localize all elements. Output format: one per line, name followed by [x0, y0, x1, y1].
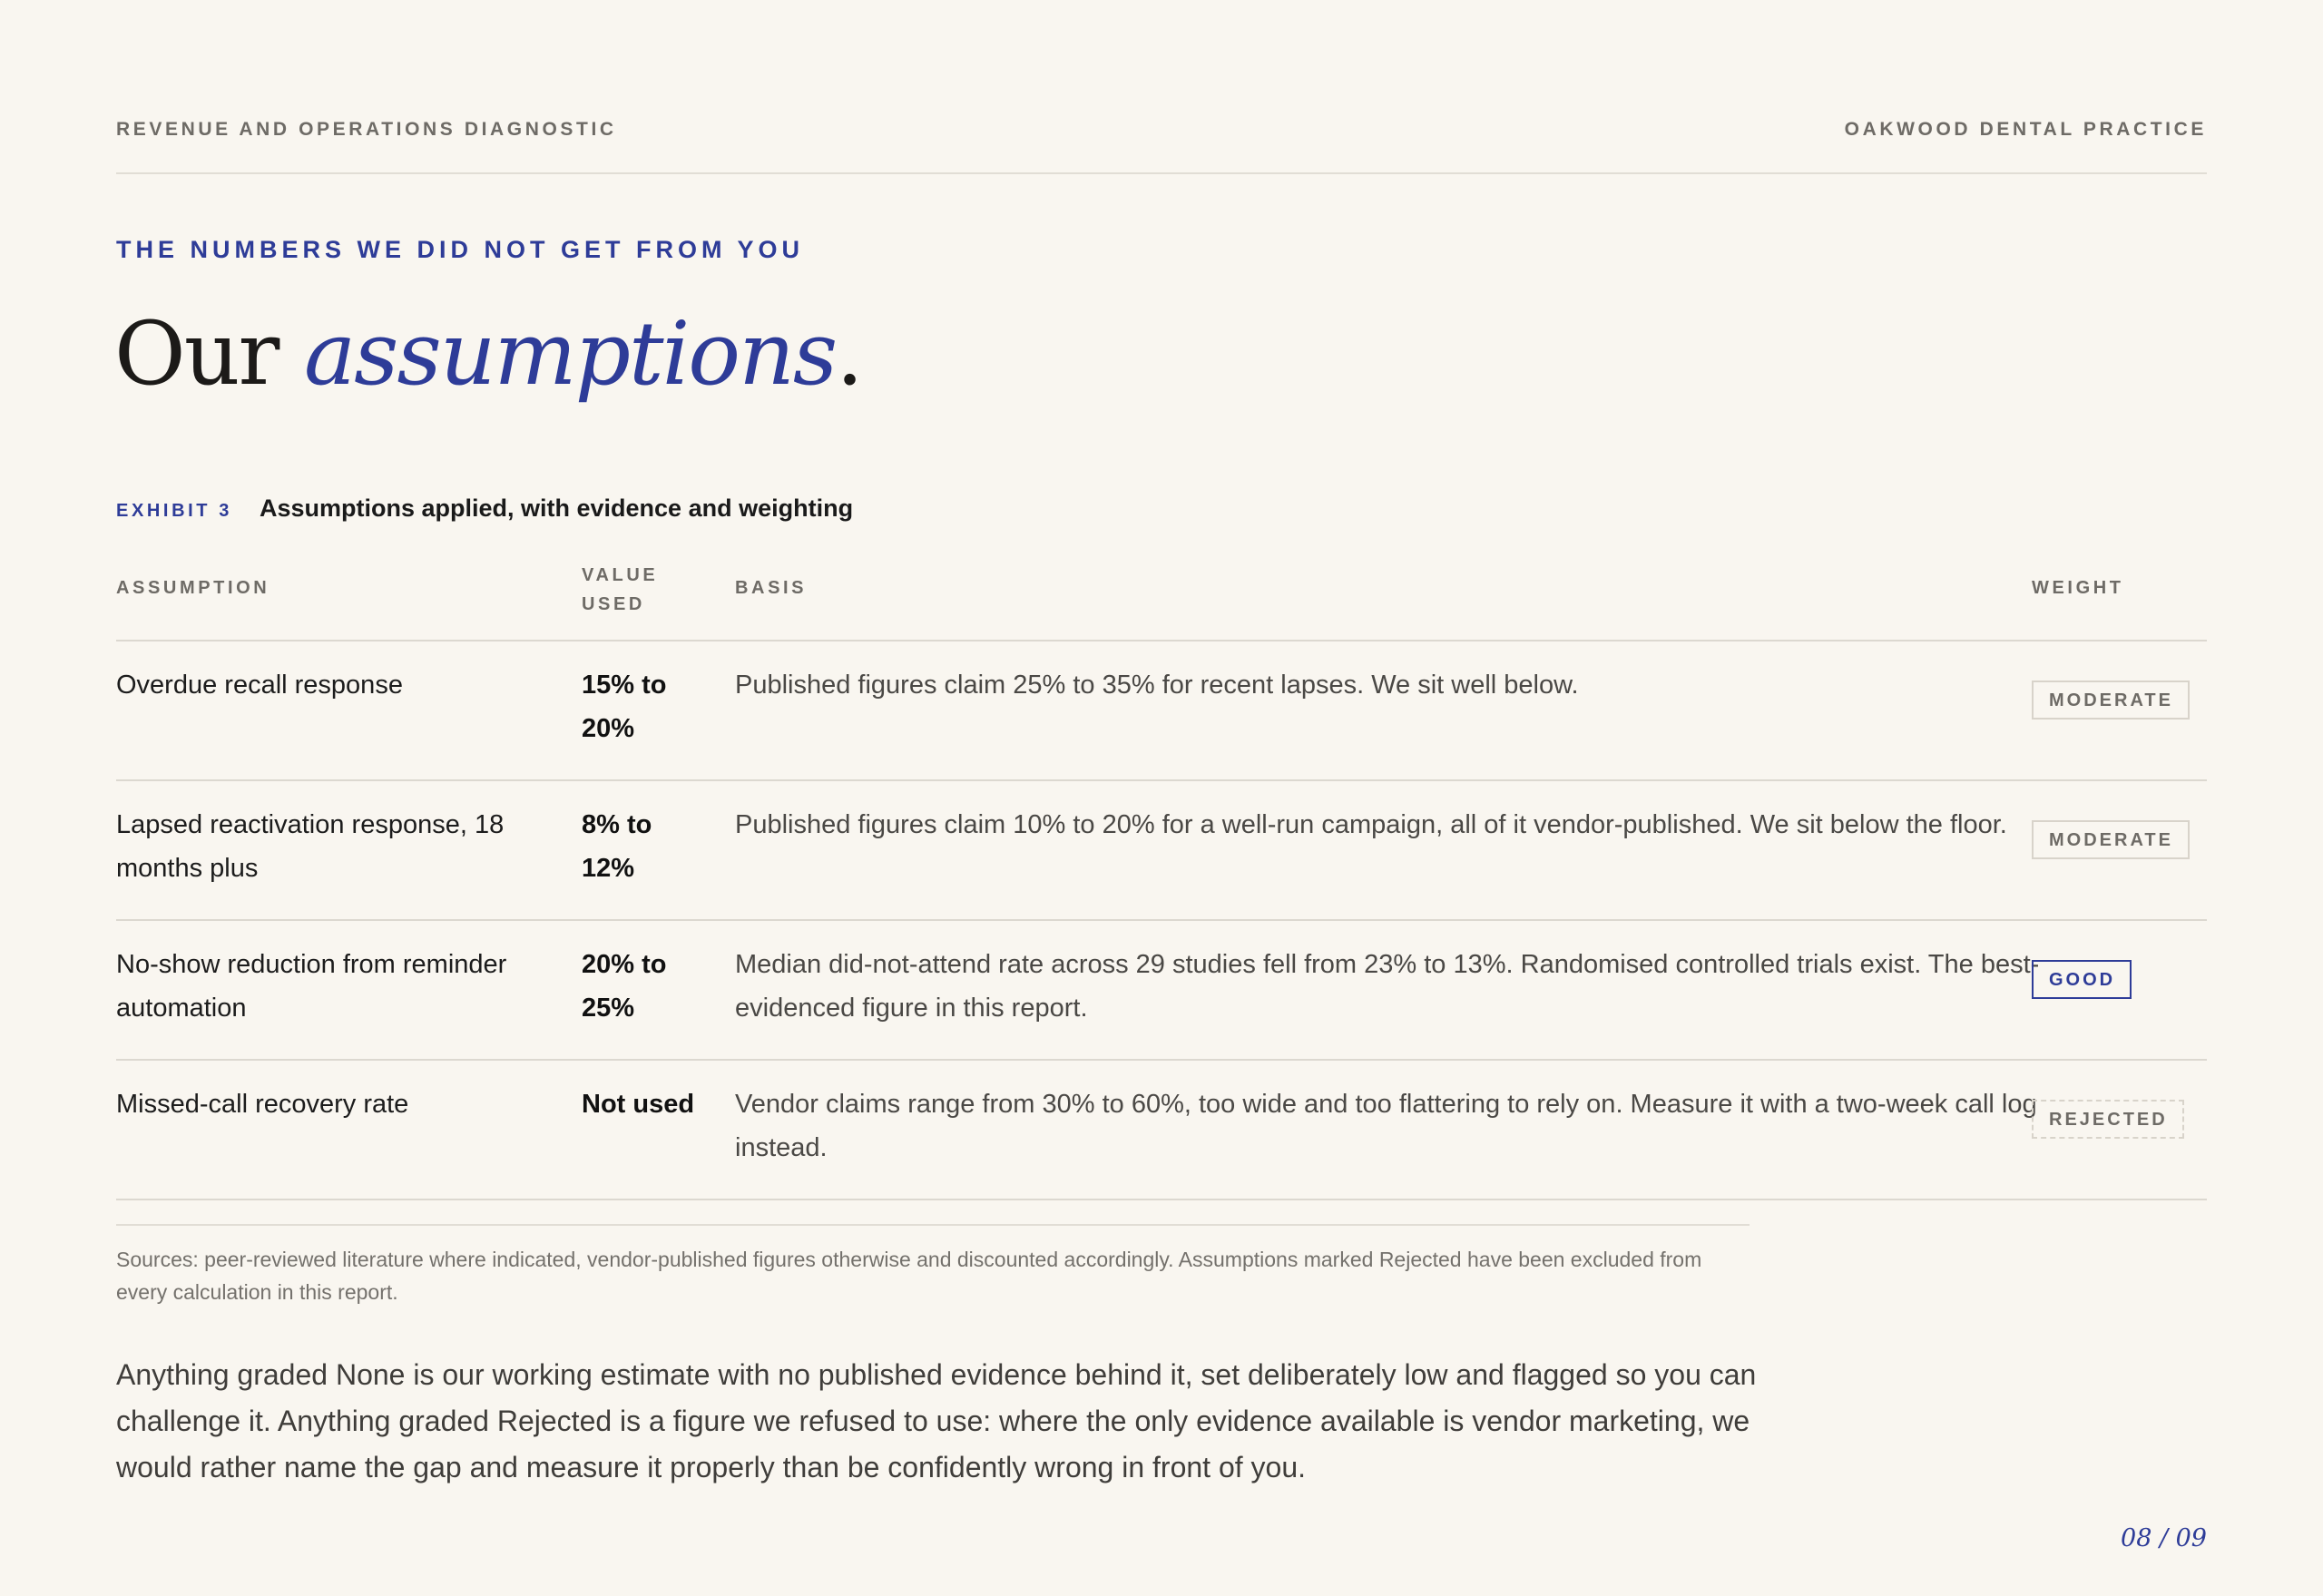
title-emphasis: assumptions: [303, 303, 837, 405]
title-period: .: [836, 303, 862, 405]
weight-cell: [2032, 816, 2190, 859]
value-cell: Not used: [582, 1090, 695, 1119]
exhibit-title: Assumptions applied, with evidence and weighting: [259, 494, 854, 522]
basis-cell: Median did-not-attend rate across 29 studies fell from 23% to 13%. Randomised controlled trials exist. The best-evidenced figure in this report.: [735, 950, 2040, 1023]
weight-cell: [2032, 955, 2132, 999]
assumption-cell: Lapsed reactivation response, 18 months plus: [116, 810, 505, 883]
assumptions-table: [116, 553, 2207, 1200]
header-value-used: VALUE USED: [582, 565, 659, 614]
header-basis: BASIS: [735, 578, 808, 598]
client-name: OAKWOOD DENTAL PRACTICE: [1844, 119, 2207, 140]
closing-paragraph: Anything graded None is our working estimate with no published evidence behind it, set deliberately low and flagged so you can challenge it. Anything graded Rejected is a figure we refused to use: where the only evidence available is vendor marketing, we would rather name the gap and measure it properly than be confidently wrong in front of you.: [116, 1358, 1757, 1483]
value-cell: 15% to 20%: [582, 671, 667, 743]
table-row: [116, 641, 2207, 781]
weight-cell: [2032, 1095, 2184, 1139]
header-weight: WEIGHT: [2032, 578, 2124, 598]
report-title: REVENUE AND OPERATIONS DIAGNOSTIC: [116, 119, 617, 140]
assumption-cell: No-show reduction from reminder automation: [116, 950, 507, 1023]
table-header: [116, 553, 2207, 641]
page-title: [114, 303, 862, 405]
sources-note: Sources: peer-reviewed literature where indicated, vendor-published figures otherwise and discounted accordingly. Assumptions marked Rejected have been excluded from every calculation in this report.: [116, 1248, 1702, 1304]
section-kicker: THE NUMBERS WE DID NOT GET FROM YOU: [116, 236, 805, 263]
title-plain: Our: [114, 303, 304, 405]
weight-badge-rejected: REJECTED: [2032, 1100, 2184, 1139]
exhibit-caption: [116, 494, 853, 523]
header-assumption: ASSUMPTION: [116, 578, 270, 598]
assumption-cell: Missed-call recovery rate: [116, 1090, 409, 1119]
header-divider: [116, 172, 2207, 174]
value-cell: 8% to 12%: [582, 810, 652, 883]
weight-badge-moderate: MODERATE: [2032, 820, 2190, 859]
page-number: 08 / 09: [2121, 1524, 2207, 1552]
weight-badge-moderate: MODERATE: [2032, 681, 2190, 720]
table-row: [116, 1061, 2207, 1200]
table-row: [116, 921, 2207, 1061]
basis-cell: Published figures claim 25% to 35% for recent lapses. We sit well below.: [735, 671, 1579, 700]
value-cell: 20% to 25%: [582, 950, 667, 1023]
basis-cell: Published figures claim 10% to 20% for a well-run campaign, all of it vendor-published. We sit below the floor.: [735, 810, 2007, 839]
weight-cell: [2032, 676, 2190, 720]
weight-badge-good: GOOD: [2032, 960, 2132, 999]
notes-divider: [116, 1224, 1750, 1226]
table-row: [116, 781, 2207, 921]
running-header: [116, 119, 2207, 141]
assumption-cell: Overdue recall response: [116, 671, 403, 700]
basis-cell: Vendor claims range from 30% to 60%, too wide and too flattering to rely on. Measure it with a two-week call log instead.: [735, 1090, 2037, 1162]
exhibit-tag: EXHIBIT 3: [116, 501, 232, 521]
